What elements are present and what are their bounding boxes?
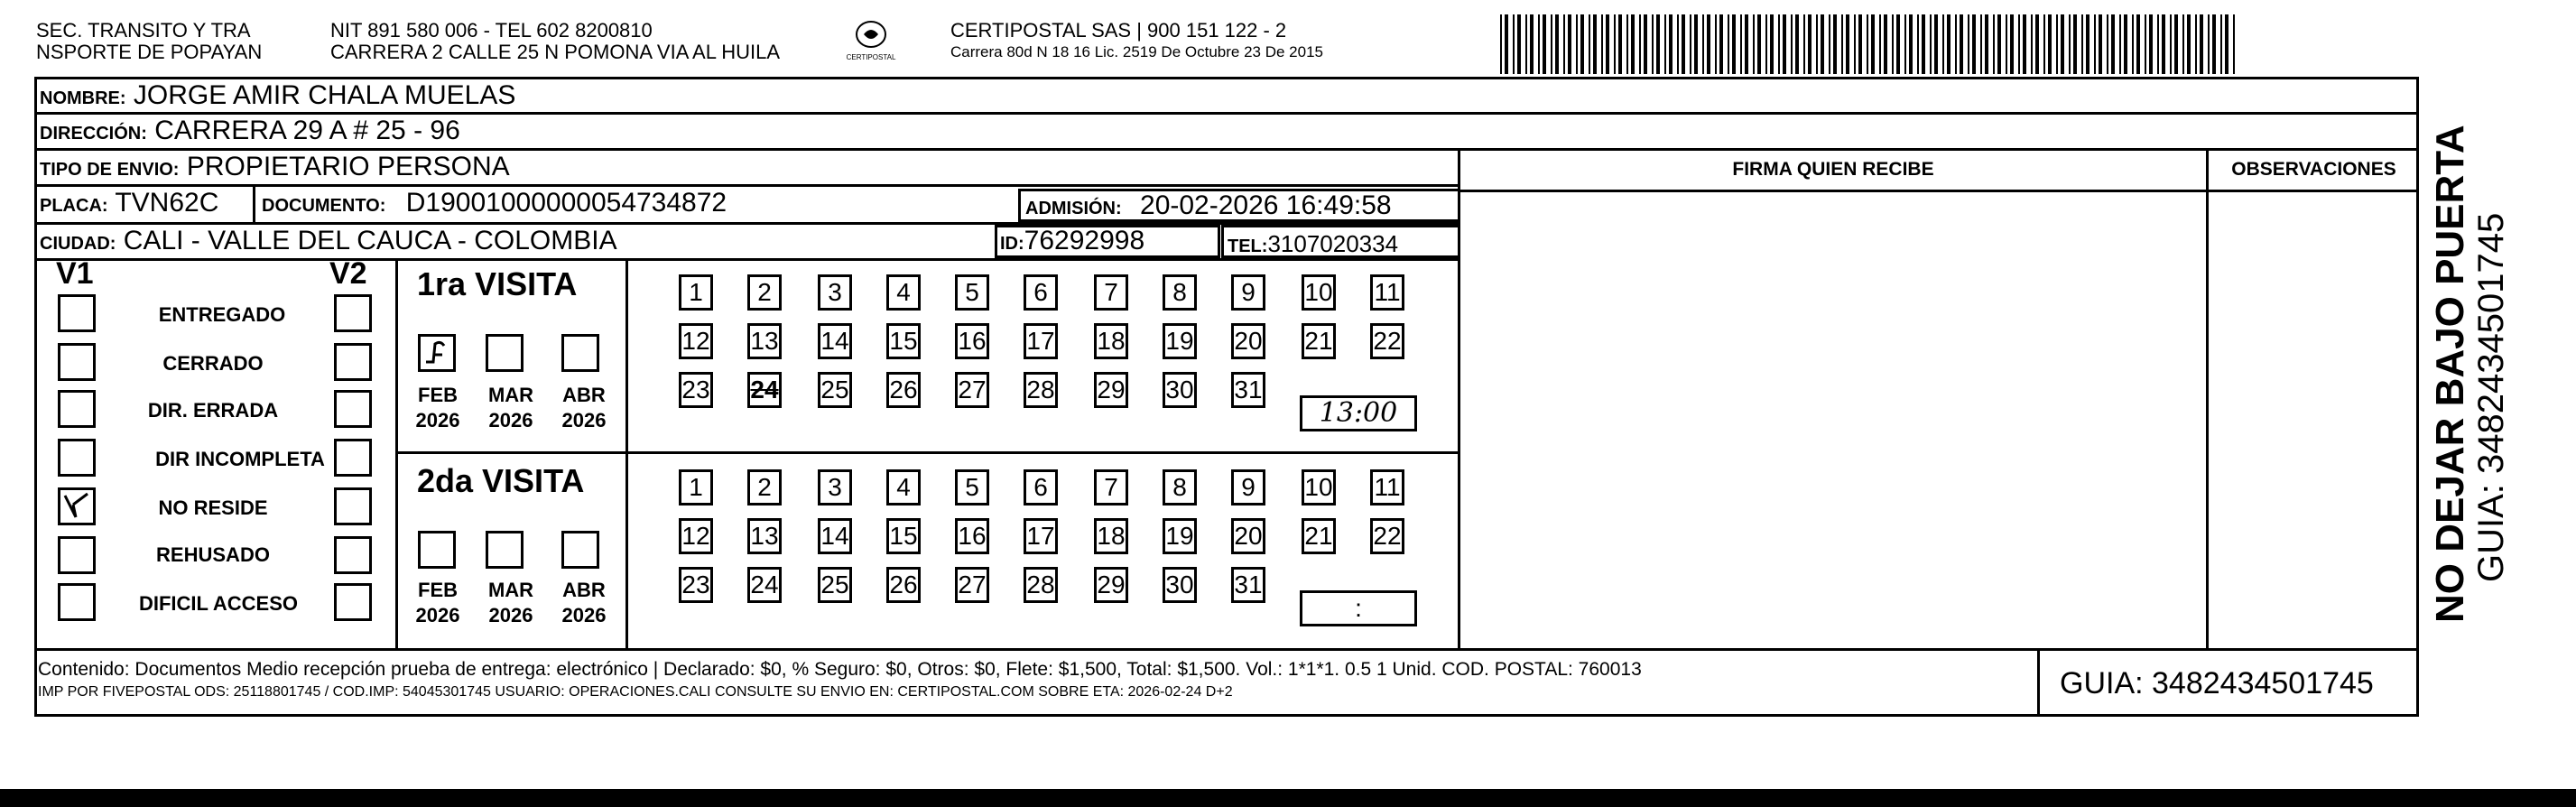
sender-line-2: NSPORTE DE POPAYAN <box>36 41 263 63</box>
barcode-bar <box>2111 14 2115 74</box>
barcode-bar <box>1626 14 1628 74</box>
barcode-bar <box>1652 14 1654 74</box>
barcode-bar <box>1740 14 1742 74</box>
second-day-12[interactable]: 12 <box>679 518 713 554</box>
barcode-bar <box>1568 14 1571 74</box>
barcode-bar <box>2174 14 2178 74</box>
second-day-18[interactable]: 18 <box>1094 518 1128 554</box>
barcode-bar <box>2225 14 2229 74</box>
barcode-bar <box>1618 14 1622 74</box>
barcode-bar <box>1757 14 1761 74</box>
barcode-bar <box>1555 14 1559 74</box>
barcode-bar <box>2208 14 2210 74</box>
v1-dir-incompleta-checkbox[interactable] <box>58 439 96 477</box>
handwritten-mark-icon <box>421 337 453 369</box>
barcode-bar <box>1563 14 1565 74</box>
barcode-bar <box>1593 14 1597 74</box>
first-day-17[interactable]: 17 <box>1024 323 1058 359</box>
option-rehusado: REHUSADO <box>156 543 270 566</box>
barcode-bar <box>2162 14 2165 74</box>
second-month-abr: ABR 2026 <box>561 579 607 626</box>
ciudad-label: CIUDAD: <box>40 234 116 254</box>
barcode-bar <box>1930 14 1932 74</box>
second-day-22[interactable]: 22 <box>1370 518 1404 554</box>
barcode-bar <box>1614 14 1616 74</box>
barcode-bar <box>1778 14 1780 74</box>
barcode-bar <box>2035 14 2039 74</box>
placa-value: TVN62C <box>115 188 219 218</box>
barcode-bar <box>2099 14 2102 74</box>
first-day-11[interactable]: 11 <box>1370 274 1404 311</box>
second-month-mar: MAR 2026 <box>487 579 534 626</box>
barcode <box>1500 14 2240 74</box>
second-day-28[interactable]: 28 <box>1024 567 1058 603</box>
admision-row <box>1025 190 1392 225</box>
barcode-bar <box>2048 14 2052 74</box>
first-day-30[interactable]: 30 <box>1163 372 1197 408</box>
first-day-8[interactable]: 8 <box>1163 274 1197 311</box>
v2-header: V2 <box>329 256 367 291</box>
barcode-bar <box>1947 14 1951 74</box>
first-day-13[interactable]: 13 <box>747 323 782 359</box>
barcode-bar <box>1934 14 1938 74</box>
firma-header: FIRMA QUIEN RECIBE <box>1732 159 1934 180</box>
observaciones-area[interactable] <box>2209 191 2419 648</box>
barcode-bar <box>2220 14 2222 74</box>
barcode-bar <box>2136 14 2140 74</box>
first-day-10[interactable]: 10 <box>1302 274 1336 311</box>
first-day-21[interactable]: 21 <box>1302 323 1336 359</box>
barcode-bar <box>1694 14 1698 74</box>
second-day-16[interactable]: 16 <box>955 518 989 554</box>
first-visit-time: 13:00 <box>1319 397 1398 429</box>
second-day-8[interactable]: 8 <box>1163 469 1197 506</box>
svg-text:CERTIPOSTAL: CERTIPOSTAL <box>846 53 896 61</box>
nit-line: NIT 891 580 006 - TEL 602 8200810 <box>330 19 653 42</box>
option-dir-incompleta: DIR INCOMPLETA <box>155 448 325 470</box>
second-month-feb: FEB 2026 <box>415 579 460 626</box>
barcode-bar <box>2010 14 2014 74</box>
barcode-bar <box>1606 14 1609 74</box>
second-day-19[interactable]: 19 <box>1163 518 1197 554</box>
barcode-bar <box>1942 14 1944 74</box>
barcode-bar <box>2212 14 2216 74</box>
first-day-5[interactable]: 5 <box>955 274 989 311</box>
first-day-26[interactable]: 26 <box>886 372 921 408</box>
second-day-30[interactable]: 30 <box>1163 567 1197 603</box>
barcode-bar <box>1846 14 1849 74</box>
barcode-bar <box>1980 14 1982 74</box>
first-day-1[interactable]: 1 <box>679 274 713 311</box>
first-day-31[interactable]: 31 <box>1231 372 1265 408</box>
barcode-bar <box>1656 14 1660 74</box>
sender-info <box>330 20 780 63</box>
second-day-9[interactable]: 9 <box>1231 469 1265 506</box>
sender-name <box>36 20 262 63</box>
barcode-bar <box>1505 14 1508 74</box>
second-day-13[interactable]: 13 <box>747 518 782 554</box>
first-day-15[interactable]: 15 <box>886 323 921 359</box>
barcode-bar <box>2043 14 2045 74</box>
first-visit-time-box[interactable] <box>1300 395 1417 431</box>
barcode-bar <box>2056 14 2058 74</box>
barcode-bar <box>1677 14 1679 74</box>
tel-row <box>1228 227 1398 263</box>
admision-label: ADMISIÓN: <box>1025 199 1122 218</box>
barcode-bar <box>1715 14 1717 74</box>
firma-area[interactable] <box>1460 191 2206 648</box>
barcode-bar <box>2233 14 2235 74</box>
nombre-value: JORGE AMIR CHALA MUELAS <box>133 80 516 110</box>
second-day-25[interactable]: 25 <box>818 567 852 603</box>
second-day-17[interactable]: 17 <box>1024 518 1058 554</box>
first-month-feb: FEB 2026 <box>415 384 460 431</box>
second-day-10[interactable]: 10 <box>1302 469 1336 506</box>
tipo-row <box>40 151 510 186</box>
first-day-19[interactable]: 19 <box>1163 323 1197 359</box>
barcode-bar <box>1631 14 1635 74</box>
barcode-bar <box>1968 14 1969 74</box>
barcode-bar <box>1525 14 1527 74</box>
barcode-bar <box>1917 14 1919 74</box>
barcode-bar <box>1922 14 1925 74</box>
barcode-bar <box>2073 14 2077 74</box>
barcode-bar <box>2031 14 2033 74</box>
barcode-bar <box>1513 14 1515 74</box>
first-abr-checkbox[interactable] <box>561 334 599 372</box>
courier-license: Carrera 80d N 18 16 Lic. 2519 De Octubre 23 De 2015 <box>950 43 1323 60</box>
second-day-31[interactable]: 31 <box>1231 567 1265 603</box>
second-day-6[interactable]: 6 <box>1024 469 1058 506</box>
barcode-bar <box>1530 14 1534 74</box>
second-visit-title: 2da VISITA <box>417 462 585 499</box>
barcode-bar <box>2182 14 2184 74</box>
barcode-bar <box>1871 14 1875 74</box>
barcode-bar <box>2018 14 2020 74</box>
placa-label: PLACA: <box>40 196 108 216</box>
second-mar-checkbox[interactable] <box>486 531 524 569</box>
barcode-bar <box>1833 14 1837 74</box>
second-visit-time: : <box>1355 594 1362 622</box>
barcode-bar <box>1719 14 1723 74</box>
second-day-20[interactable]: 20 <box>1231 518 1265 554</box>
second-visit-time-box[interactable] <box>1300 590 1417 626</box>
second-day-4[interactable]: 4 <box>886 469 921 506</box>
barcode-bar <box>1669 14 1673 74</box>
barcode-bar <box>2124 14 2127 74</box>
barcode-bar <box>1728 14 1729 74</box>
direccion-row <box>40 115 460 150</box>
first-day-7[interactable]: 7 <box>1094 274 1128 311</box>
courier-name: CERTIPOSTAL SAS | 900 151 122 - 2 <box>950 19 1287 42</box>
barcode-bar <box>1904 14 1906 74</box>
second-day-5[interactable]: 5 <box>955 469 989 506</box>
second-day-14[interactable]: 14 <box>818 518 852 554</box>
option-cerrado: CERRADO <box>162 352 264 375</box>
second-day-2[interactable]: 2 <box>747 469 782 506</box>
barcode-bar <box>2006 14 2007 74</box>
barcode-bar <box>1821 14 1824 74</box>
first-day-24[interactable]: 24 <box>747 372 782 408</box>
barcode-bar <box>2094 14 2096 74</box>
barcode-bar <box>1644 14 1647 74</box>
first-day-16[interactable]: 16 <box>955 323 989 359</box>
barcode-bar <box>1500 14 1502 74</box>
barcode-bar <box>1867 14 1868 74</box>
first-day-6[interactable]: 6 <box>1024 274 1058 311</box>
second-day-26[interactable]: 26 <box>886 567 921 603</box>
barcode-bar <box>1702 14 1704 74</box>
barcode-bar <box>1707 14 1710 74</box>
side-guia: GUIA: 3482434501745 <box>2471 212 2511 582</box>
second-feb-checkbox[interactable] <box>418 531 456 569</box>
sender-address: CARRERA 2 CALLE 25 N POMONA VIA AL HUILA <box>330 41 781 63</box>
barcode-bar <box>1765 14 1767 74</box>
barcode-bar <box>1858 14 1862 74</box>
documento-label: DOCUMENTO: <box>262 196 386 216</box>
footer-print-info: IMP POR FIVEPOSTAL ODS: 25118801745 / COD.IMP: 54045301745 USUARIO: OPERACIONES.CALI CONSULTE SU ENVIO EN: CERTIPOSTAL.COM SOBRE ETA: 2026-02-24 D+2 <box>38 684 1233 700</box>
first-day-29[interactable]: 29 <box>1094 372 1128 408</box>
barcode-bar <box>1841 14 1843 74</box>
barcode-bar <box>1753 14 1755 74</box>
barcode-bar <box>1517 14 1521 74</box>
first-day-3[interactable]: 3 <box>818 274 852 311</box>
sender-line-1: SEC. TRANSITO Y TRA <box>36 19 251 42</box>
first-month-mar: MAR 2026 <box>487 384 534 431</box>
second-day-1[interactable]: 1 <box>679 469 713 506</box>
second-day-21[interactable]: 21 <box>1302 518 1336 554</box>
barcode-bar <box>1732 14 1736 74</box>
tel-label: TEL: <box>1228 237 1268 256</box>
barcode-bar <box>2195 14 2197 74</box>
first-visit-title: 1ra VISITA <box>417 265 578 302</box>
barcode-bar <box>1993 14 1995 74</box>
barcode-bar <box>2119 14 2121 74</box>
first-day-2[interactable]: 2 <box>747 274 782 311</box>
barcode-bar <box>1551 14 1552 74</box>
second-day-29[interactable]: 29 <box>1094 567 1128 603</box>
barcode-bar <box>1909 14 1913 74</box>
barcode-bar <box>1795 14 1799 74</box>
barcode-bar <box>2132 14 2134 74</box>
barcode-bar <box>1589 14 1590 74</box>
barcode-bar <box>2023 14 2026 74</box>
barcode-bar <box>1538 14 1540 74</box>
ciudad-row <box>40 225 617 260</box>
barcode-bar <box>2157 14 2159 74</box>
documento-value: D19001000000054734872 <box>405 188 727 218</box>
second-day-15[interactable]: 15 <box>886 518 921 554</box>
first-day-9[interactable]: 9 <box>1231 274 1265 311</box>
barcode-bar <box>2107 14 2108 74</box>
first-day-14[interactable]: 14 <box>818 323 852 359</box>
barcode-bar <box>2081 14 2083 74</box>
barcode-bar <box>1783 14 1786 74</box>
first-day-18[interactable]: 18 <box>1094 323 1128 359</box>
side-warning: NO DEJAR BAJO PUERTA <box>2428 125 2472 623</box>
barcode-bar <box>1960 14 1963 74</box>
barcode-bar <box>2170 14 2172 74</box>
id-row <box>1000 225 1144 260</box>
first-day-23[interactable]: 23 <box>679 372 713 408</box>
v1-header: V1 <box>56 256 94 291</box>
barcode-bar <box>1884 14 1887 74</box>
second-day-27[interactable]: 27 <box>955 567 989 603</box>
barcode-bar <box>1892 14 1894 74</box>
barcode-bar <box>1601 14 1603 74</box>
barcode-bar <box>1770 14 1774 74</box>
id-value: 76292998 <box>1024 226 1145 255</box>
nombre-label: NOMBRE: <box>40 88 126 108</box>
direccion-label: DIRECCIÓN: <box>40 124 147 144</box>
first-day-22[interactable]: 22 <box>1370 323 1404 359</box>
id-label: ID: <box>1000 234 1024 254</box>
second-day-24[interactable]: 24 <box>747 567 782 603</box>
placa-row <box>40 187 218 222</box>
barcode-bar <box>1997 14 2001 74</box>
tipo-label: TIPO DE ENVIO: <box>40 160 180 180</box>
barcode-bar <box>1854 14 1856 74</box>
option-dir-errada: DIR. ERRADA <box>147 399 279 422</box>
barcode-bar <box>1896 14 1900 74</box>
barcode-bar <box>1816 14 1818 74</box>
bottom-border <box>0 789 2576 807</box>
barcode-bar <box>1690 14 1691 74</box>
footer-details: Contenido: Documentos Medio recepción prueba de entrega: electrónico | Declarado: $0, % Seguro: $0, Otros: $0, Flete: $1,500, Total: $1,500. Vol.: 1*1*1. 0.5 1 Unid. COD. POSTAL: 760013 <box>38 659 1642 680</box>
observaciones-header: OBSERVACIONES <box>2231 159 2396 180</box>
barcode-bar <box>1664 14 1666 74</box>
barcode-bar <box>1879 14 1881 74</box>
first-mar-checkbox[interactable] <box>486 334 524 372</box>
barcode-bar <box>2200 14 2203 74</box>
first-day-4[interactable]: 4 <box>886 274 921 311</box>
tipo-value: PROPIETARIO PERSONA <box>186 152 510 181</box>
barcode-bar <box>1580 14 1584 74</box>
barcode-bar <box>1803 14 1805 74</box>
first-day-28[interactable]: 28 <box>1024 372 1058 408</box>
first-day-12[interactable]: 12 <box>679 323 713 359</box>
barcode-bar <box>2086 14 2090 74</box>
first-day-25[interactable]: 25 <box>818 372 852 408</box>
option-dificil-acceso: DIFICIL ACCESO <box>138 592 298 615</box>
barcode-bar <box>2187 14 2191 74</box>
certipostal-logo <box>839 16 903 65</box>
barcode-bar <box>2061 14 2064 74</box>
documento-row <box>262 187 727 222</box>
admision-value: 20-02-2026 16:49:58 <box>1140 190 1392 220</box>
direccion-value: CARRERA 29 A # 25 - 96 <box>154 116 460 145</box>
second-day-3[interactable]: 3 <box>818 469 852 506</box>
barcode-bar <box>1955 14 1957 74</box>
first-day-20[interactable]: 20 <box>1231 323 1265 359</box>
barcode-bar <box>1808 14 1812 74</box>
first-month-abr: ABR 2026 <box>561 384 607 431</box>
barcode-bar <box>2149 14 2153 74</box>
courier-info <box>950 20 1323 63</box>
barcode-bar <box>1576 14 1578 74</box>
second-day-11[interactable]: 11 <box>1370 469 1404 506</box>
second-day-23[interactable]: 23 <box>679 567 713 603</box>
barcode-bar <box>1791 14 1793 74</box>
barcode-bar <box>1543 14 1546 74</box>
first-day-27[interactable]: 27 <box>955 372 989 408</box>
option-entregado: ENTREGADO <box>158 303 286 326</box>
first-feb-checkbox[interactable] <box>418 334 456 372</box>
second-day-7[interactable]: 7 <box>1094 469 1128 506</box>
barcode-bar <box>2145 14 2146 74</box>
option-no-reside: NO RESIDE <box>158 496 268 519</box>
barcode-bar <box>1639 14 1641 74</box>
second-abr-checkbox[interactable] <box>561 531 599 569</box>
barcode-bar <box>1829 14 1830 74</box>
barcode-bar <box>1972 14 1976 74</box>
barcode-bar <box>1682 14 1685 74</box>
barcode-bar <box>1745 14 1748 74</box>
nombre-row <box>40 79 515 115</box>
barcode-bar <box>2069 14 2071 74</box>
footer-guia: GUIA: 3482434501745 <box>2060 666 2374 700</box>
barcode-bar <box>1985 14 1988 74</box>
ciudad-value: CALI - VALLE DEL CAUCA - COLOMBIA <box>123 226 617 255</box>
tel-value: 3107020334 <box>1267 230 1399 257</box>
